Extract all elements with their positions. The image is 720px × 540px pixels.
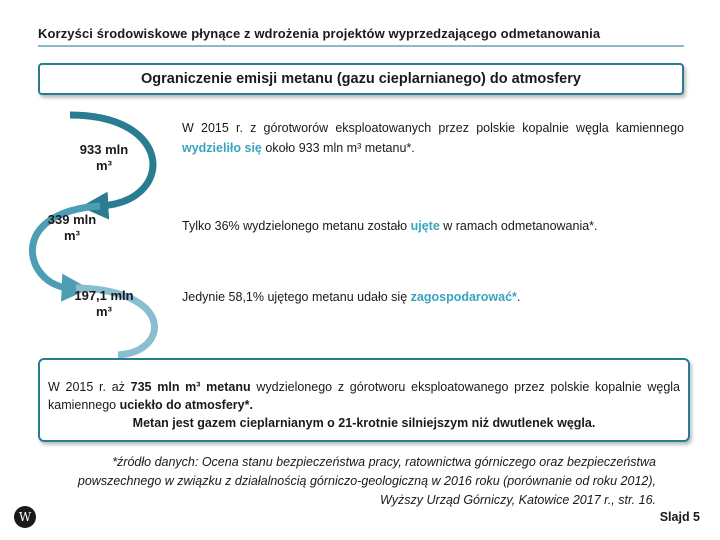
stat-339 (32, 212, 112, 244)
stat-value: 339 mln (47, 212, 97, 227)
subtitle-box (38, 63, 684, 95)
summary-bold: 735 mln m³ metanu (130, 380, 251, 394)
summary-box (38, 358, 690, 442)
summary-text: W 2015 r. aż (48, 380, 131, 394)
stat-value: 933 mln (79, 142, 129, 157)
fact-highlight: ujęte (410, 219, 440, 233)
stat-197 (62, 288, 146, 320)
summary-paragraph (48, 378, 680, 414)
page-title: Korzyści środowiskowe płynące z wdrożenia projektów wyprzedzającego odmetanowania (38, 26, 601, 41)
fact-highlight: wydzieliło się (182, 141, 262, 155)
stat-unit: m³ (96, 304, 112, 319)
summary-bold: uciekło do atmosfery*. (119, 398, 253, 412)
fact-utilization (182, 287, 684, 307)
stat-933 (64, 142, 144, 174)
source-note: *źródło danych: Ocena stanu bezpieczeństwa pracy, ratownictwa górniczego oraz bezpieczeństwa powszechnego w związku z działalnością górniczo-geologiczną w 2016 roku (porównanie od roku 2012), Wyższy Urząd Górniczy, Katowice 2017 r., str. 16. (77, 455, 656, 507)
fact-capture (182, 216, 684, 236)
fact-text: w ramach odmetanowania*. (439, 219, 598, 233)
subtitle-text: Ograniczenie emisji metanu (gazu cieplarnianego) do atmosfery (141, 71, 581, 87)
logo: W (14, 506, 36, 528)
summary-conclusion: Metan jest gazem cieplarnianym o 21-krotnie silniejszym niż dwutlenek węgla. (132, 416, 596, 430)
fact-text: . (516, 290, 521, 304)
fact-emission (182, 118, 684, 158)
fact-text: W 2015 r. z górotworów eksploatowanych przez polskie kopalnie węgla kamiennego (182, 121, 684, 135)
slide-number: Slajd 5 (659, 510, 700, 524)
fact-highlight: zagospodarować* (410, 290, 517, 304)
summary-text: wydzielonego z górotworu eksploatowanego przez polskie kopalnie węgla kamiennego (48, 380, 680, 412)
fact-text: około 933 mln m³ metanu*. (261, 141, 415, 155)
stat-value: 197,1 mln (74, 288, 134, 303)
stat-unit: m³ (96, 158, 112, 173)
fact-text: Jedynie 58,1% ujętego metanu udało się (182, 290, 411, 304)
stat-unit: m³ (64, 228, 80, 243)
fact-text: Tylko 36% wydzielonego metanu zostało (182, 219, 411, 233)
title-divider (38, 45, 684, 47)
